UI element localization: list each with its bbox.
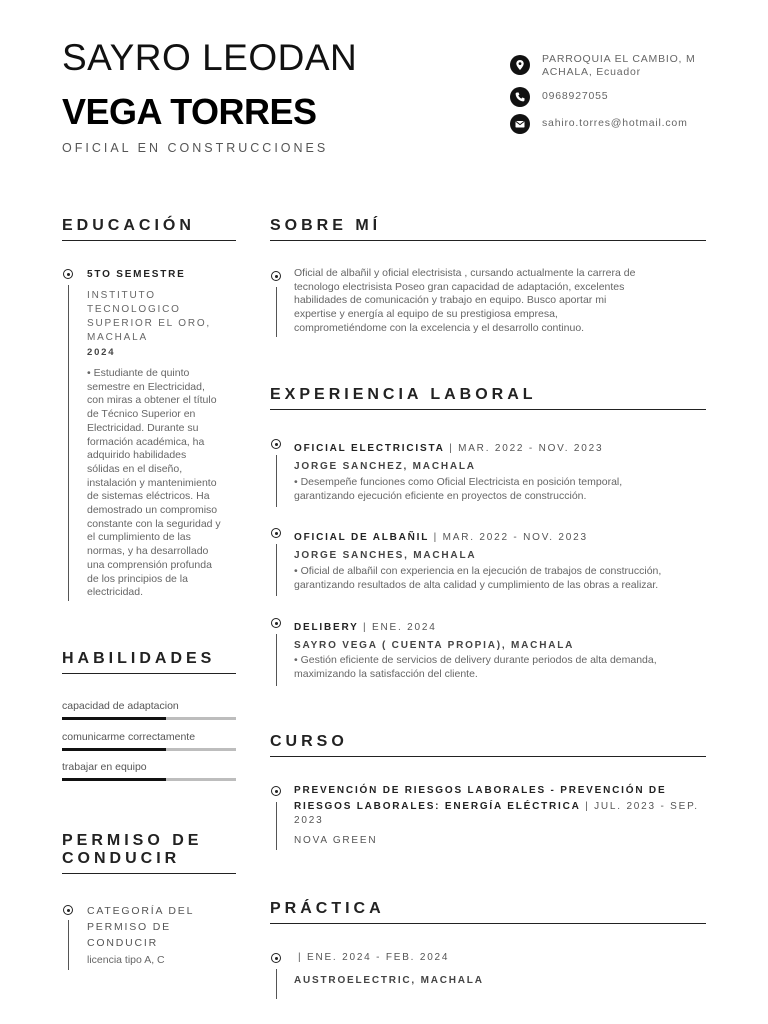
experience-description: • Oficial de albañil con experiencia en la ejecución de trabajos de construcción, garantizando resultados de alta calidad y cumplimiento de las obras a realizar. (294, 565, 662, 591)
skill-bar-fill (62, 748, 166, 751)
timeline-bullet-icon (271, 786, 281, 796)
address-line-2: ACHALA, Ecuador (542, 66, 641, 78)
experience-dates: | MAR. 2022 - NOV. 2023 (449, 443, 604, 454)
skill-item (62, 700, 236, 720)
timeline-bullet-icon (271, 271, 281, 281)
education-description: • Estudiante de quinto semestre en Electricidad, con miras a obtener el título de Técnico Superior en Electricidad. Durante su formación académica, ha adquirido habilidades sólidas en el diseño, instalación y mantenimiento de sistemas eléctricos. Ha demostrado un compromiso constante con la seguridad y el cumplimiento de las normas, y ha desarrollado una comprensión profunda de los principios de la electricidad. (87, 367, 221, 599)
mail-icon (510, 114, 530, 134)
skill-bar (62, 748, 236, 751)
address-line-1: PARROQUIA EL CAMBIO, M (542, 53, 696, 65)
timeline-line (68, 920, 69, 970)
skills-rule (62, 673, 236, 674)
timeline-line (68, 285, 69, 601)
experience-dates: | ENE. 2024 (363, 622, 437, 633)
about-rule (270, 240, 706, 241)
skill-bar-fill (62, 778, 166, 781)
timeline-bullet-icon (271, 528, 281, 538)
experience-org: JORGE SANCHEZ, MACHALA (294, 461, 476, 472)
practice-heading: PRÁCTICA (270, 900, 385, 917)
education-rule (62, 240, 236, 241)
experience-role: OFICIAL ELECTRICISTA (294, 443, 445, 454)
skill-label: trabajar en equipo (62, 761, 147, 773)
phone-number: 0968927055 (542, 90, 609, 102)
about-heading: SOBRE MÍ (270, 217, 382, 234)
experience-description: • Desempeñe funciones como Oficial Electricista en posición temporal, garantizando ejecución eficiente en proyectos de construcción. (294, 476, 623, 502)
skill-bar (62, 778, 236, 781)
contact-address (510, 55, 696, 79)
experience-org: SAYRO VEGA ( CUENTA PROPIA), MACHALA (294, 640, 575, 651)
timeline-line (276, 544, 277, 596)
skills-heading: HABILIDADES (62, 650, 216, 667)
job-title: OFICIAL EN CONSTRUCCIONES (62, 141, 329, 155)
experience-item (294, 527, 588, 545)
experience-item (294, 617, 437, 635)
license-value: licencia tipo A, C (87, 954, 165, 966)
experience-role: OFICIAL DE ALBAÑIL (294, 532, 430, 543)
timeline-bullet-icon (271, 953, 281, 963)
contact-email (510, 114, 688, 134)
about-text: Oficial de albañil y oficial electrisista , cursando actualmente la carrera de tecnologo electrisista Poseo gran capacidad de adaptación, excelentes habilidades de comunicación y trabajo en equipo. Busco aportar mi expertise y energía al equipo de su prestigiosa empresa, comprometiéndome con la excelencia y el desarrollo continuo. (294, 267, 636, 334)
timeline-bullet-icon (271, 618, 281, 628)
experience-role: DELIBERY (294, 622, 359, 633)
timeline-line (276, 969, 277, 999)
timeline-line (276, 455, 277, 507)
timeline-line (276, 287, 277, 337)
location-pin-icon (510, 55, 530, 75)
skill-label: comunicarme correctamente (62, 731, 196, 743)
education-institution: INSTITUTO TECNOLOGICO SUPERIOR EL ORO, MACHALA (87, 290, 212, 343)
experience-org: JORGE SANCHES, MACHALA (294, 550, 477, 561)
phone-icon (510, 87, 530, 107)
experience-heading: EXPERIENCIA LABORAL (270, 386, 537, 403)
experience-description: • Gestión eficiente de servicios de delivery durante periodos de alta demanda, maximizando la satisfacción del cliente. (294, 654, 657, 680)
practice-rule (270, 923, 706, 924)
course-title: PREVENCIÓN DE RIESGOS LABORALES - PREVENCIÓN DE RIESGOS LABORALES: ENERGÍA ELÉCTRICA | JUL. 2023 - SEP. 2023 (294, 785, 699, 826)
first-name: SAYRO LEODAN (62, 37, 358, 78)
timeline-line (276, 634, 277, 686)
last-name: VEGA TORRES (62, 91, 317, 132)
contact-phone (510, 87, 608, 107)
license-title: CATEGORÍA DEL PERMISO DE CONDUCIR (87, 905, 195, 949)
timeline-bullet-icon (63, 905, 73, 915)
practice-org: AUSTROELECTRIC, MACHALA (294, 975, 484, 986)
education-year: 2024 (87, 347, 116, 358)
skill-bar-fill (62, 717, 166, 720)
skill-label: capacidad de adaptacion (62, 700, 179, 712)
skill-item (62, 761, 236, 781)
experience-item (294, 438, 603, 456)
timeline-bullet-icon (63, 269, 73, 279)
skill-bar (62, 717, 236, 720)
course-org: NOVA GREEN (294, 835, 378, 846)
license-heading: PERMISO DE CONDUCIR (62, 832, 203, 867)
timeline-bullet-icon (271, 439, 281, 449)
experience-dates: | MAR. 2022 - NOV. 2023 (433, 532, 588, 543)
course-rule (270, 756, 706, 757)
email-address[interactable]: sahiro.torres@hotmail.com (542, 117, 688, 129)
skill-item (62, 731, 236, 751)
timeline-line (276, 802, 277, 850)
education-heading: EDUCACIÓN (62, 217, 195, 234)
course-heading: CURSO (270, 733, 348, 750)
education-title: 5TO SEMESTRE (87, 269, 186, 280)
experience-rule (270, 409, 706, 410)
practice-dates: | ENE. 2024 - FEB. 2024 (298, 952, 450, 963)
license-rule (62, 873, 236, 874)
